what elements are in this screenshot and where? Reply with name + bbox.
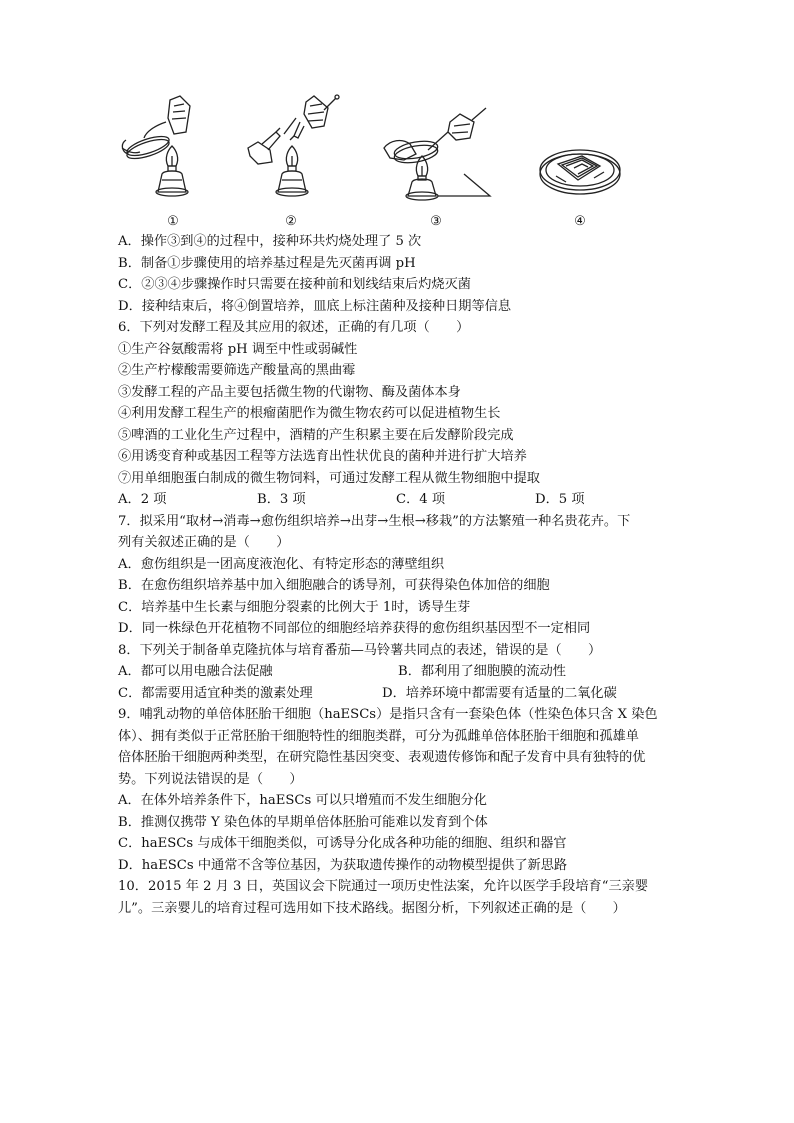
q8-options-row1 (118, 661, 678, 683)
figure-1 (118, 92, 228, 230)
q9-stem-cont: 倍体胚胎干细胞两种类型，在研究隐性基因突变、表观遗传修饰和配子发育中具有独特的优 (118, 750, 646, 765)
pouring-medium-over-flame-icon (118, 92, 228, 212)
q6-item: ④利用发酵工程生产的根瘤菌肥作为微生物农药可以促进植物生长 (118, 406, 501, 421)
q7-stem: 7．拟采用“取材→消毒→愈伤组织培养→出芽→生根→移栽”的方法繁殖一种名贵花卉。下 (118, 513, 631, 529)
q8-option-c: C．都需要用适宜种类的激素处理 (118, 685, 313, 701)
inverted-petri-dish-icon (522, 92, 638, 212)
q9-option-b: B．推测仅携带 Y 染色体的早期单倍体胚胎可能难以发育到个体 (118, 814, 488, 830)
q9-option-c: C．haESCs 与成体干细胞类似，可诱导分化成各种功能的细胞、组织和器官 (118, 836, 567, 851)
q7-option-a: A．愈伤组织是一团高度液泡化、有特定形态的薄壁组织 (118, 556, 445, 572)
q9-option-a: A．在体外培养条件下，haESCs 可以只增殖而不发生细胞分化 (118, 793, 487, 808)
q7-option-c: C．培养基中生长素与细胞分裂素的比例大于 1时，诱导生芽 (118, 599, 471, 615)
figure-label: ① (167, 214, 179, 229)
q8-option-b: B．都利用了细胞膜的流动性 (398, 664, 566, 679)
figure-3 (376, 92, 496, 230)
q6-option-d: D．5 项 (535, 492, 585, 507)
q6-item: ③发酵工程的产品主要包括微生物的代谢物、酶及菌体本身 (118, 384, 461, 400)
q8-option-a: A．都可以用电融合法促融 (118, 664, 273, 679)
q6-item: ⑦用单细胞蛋白制成的微生物饲料，可通过发酵工程从微生物细胞中提取 (118, 470, 540, 486)
q7-stem-cont: 列有关叙述正确的是（ ） (118, 535, 290, 550)
q9-option-d: D．haESCs 中通常不含等位基因，为获取遗传操作的动物模型提供了新思路 (118, 857, 568, 873)
procedure-figure-row (118, 92, 638, 230)
q6-stem: 6．下列对发酵工程及其应用的叙述，正确的有几项（ ） (118, 320, 470, 335)
figure-2 (236, 92, 346, 230)
q5-option-c: C．②③④步骤操作时只需要在接种前和划线结束后灼烧灭菌 (118, 277, 471, 292)
inoculating-tube-over-flame-icon (236, 92, 346, 212)
q6-item: ②生产柠檬酸需要筛选产酸量高的黑曲霉 (118, 363, 356, 378)
q6-option-b: B．3 项 (257, 492, 306, 507)
q10-stem-cont: 儿”。三亲婴儿的培育过程可选用如下技术路线。据图分析，下列叙述正确的是（ ） (118, 900, 626, 916)
q6-item: ①生产谷氨酸需将 pH 调至中性或弱碱性 (118, 341, 358, 357)
q6-option-c: C．4 项 (396, 492, 446, 507)
q8-option-d: D．培养环境中都需要有适量的二氧化碳 (382, 685, 617, 701)
figure-4 (522, 92, 638, 230)
streaking-plate-near-flame-icon (376, 92, 496, 212)
q7-option-d: D．同一株绿色开花植物不同部位的细胞经培养获得的愈伤组织基因型不一定相同 (118, 621, 591, 636)
q6-item: ⑥用诱变育种或基因工程等方法选育出性状优良的菌种并进行扩大培养 (118, 449, 527, 464)
figure-label: ③ (430, 214, 442, 229)
figure-label: ④ (574, 214, 586, 229)
q9-stem-cont: 体）、拥有类似于正常胚胎干细胞特性的细胞类群，可分为孤雌单倍体胚胎干细胞和孤雄单 (118, 728, 639, 744)
q9-stem: 9．哺乳动物的单倍体胚胎干细胞（haESCs）是指只含有一套染色体（性染色体只含 X 染色 (118, 707, 658, 722)
q8-options-row2 (118, 683, 678, 705)
q6-item: ⑤啤酒的工业化生产过程中，酒精的产生积累主要在后发酵阶段完成 (118, 427, 514, 443)
q10-stem: 10．2015 年 2 月 3 日，英国议会下院通过一项历史性法案，允许以医学手段培育“三亲婴 (118, 879, 649, 894)
q5-option-b: B．制备①步骤使用的培养基过程是先灭菌再调 pH (118, 255, 416, 271)
q6-options (118, 489, 678, 511)
q8-stem: 8．下列关于制备单克隆抗体与培育番茄—马铃薯共同点的表述，错误的是（ ） (118, 642, 602, 658)
q6-option-a: A．2 项 (118, 492, 167, 507)
question-text-block (118, 231, 678, 919)
q9-stem-cont: 势。下列说法错误的是（ ） (118, 771, 303, 787)
figure-label: ② (285, 214, 297, 229)
q7-option-b: B．在愈伤组织培养基中加入细胞融合的诱导剂，可获得染色体加倍的细胞 (118, 578, 550, 593)
q5-option-d: D．接种结束后，将④倒置培养，皿底上标注菌种及接种日期等信息 (118, 298, 512, 314)
q5-option-a: A．操作③到④的过程中，接种环共灼烧处理了 5 次 (118, 234, 422, 249)
